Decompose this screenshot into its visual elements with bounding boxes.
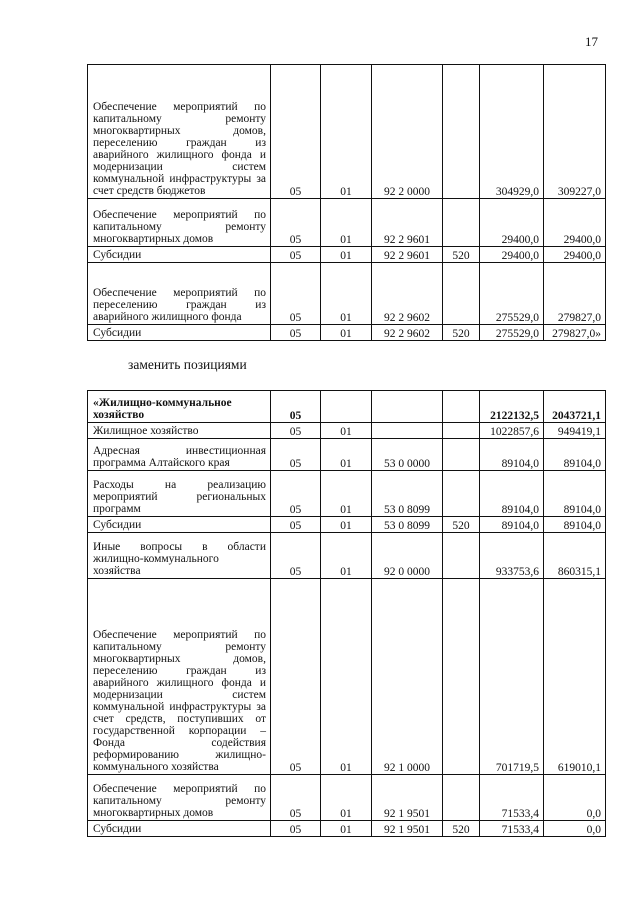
row-sum-2: 0,0 xyxy=(544,821,606,837)
row-name: Субсидии xyxy=(88,325,271,341)
table-row xyxy=(88,325,606,341)
table-row xyxy=(88,579,606,775)
row-pr: 01 xyxy=(321,439,372,471)
row-vr: 520 xyxy=(443,325,480,341)
row-pr xyxy=(321,391,372,423)
table-row xyxy=(88,775,606,821)
row-vr xyxy=(443,439,480,471)
table-row xyxy=(88,471,606,517)
row-sum-2: 949419,1 xyxy=(544,423,606,439)
row-sum-1: 71533,4 xyxy=(480,775,544,821)
row-csr: 53 0 0000 xyxy=(372,439,443,471)
table-row xyxy=(88,247,606,263)
row-csr: 92 2 9601 xyxy=(372,247,443,263)
replace-instruction: заменить позициями xyxy=(128,357,247,372)
row-pr: 01 xyxy=(321,263,372,325)
row-pr: 01 xyxy=(321,247,372,263)
row-vr: 520 xyxy=(443,517,480,533)
budget-table-new xyxy=(87,390,606,837)
row-rz: 05 xyxy=(271,65,321,199)
table-row xyxy=(88,199,606,247)
row-rz: 05 xyxy=(271,471,321,517)
row-sum-2: 860315,1 xyxy=(544,533,606,579)
row-pr: 01 xyxy=(321,471,372,517)
row-rz: 05 xyxy=(271,263,321,325)
page-number: 17 xyxy=(585,34,598,49)
table-row xyxy=(88,439,606,471)
row-sum-2: 89104,0 xyxy=(544,439,606,471)
row-name: Жилищное хозяйство xyxy=(88,423,271,439)
row-sum-1: 2122132,5 xyxy=(480,391,544,423)
row-rz: 05 xyxy=(271,533,321,579)
row-name: Субсидии xyxy=(88,517,271,533)
row-csr: 92 2 0000 xyxy=(372,65,443,199)
row-pr: 01 xyxy=(321,533,372,579)
row-sum-2: 619010,1 xyxy=(544,579,606,775)
row-pr: 01 xyxy=(321,325,372,341)
row-vr: 520 xyxy=(443,247,480,263)
row-sum-1: 89104,0 xyxy=(480,439,544,471)
row-sum-1: 29400,0 xyxy=(480,199,544,247)
row-rz: 05 xyxy=(271,439,321,471)
row-vr: 520 xyxy=(443,821,480,837)
row-vr xyxy=(443,263,480,325)
row-sum-1: 71533,4 xyxy=(480,821,544,837)
row-csr xyxy=(372,391,443,423)
row-csr: 53 0 8099 xyxy=(372,517,443,533)
row-sum-2: 89104,0 xyxy=(544,517,606,533)
row-sum-1: 275529,0 xyxy=(480,263,544,325)
row-sum-2: 29400,0 xyxy=(544,199,606,247)
row-name: Обеспечение мероприятий по капитальному ремонту многоквартирных домов xyxy=(88,199,271,247)
row-rz: 05 xyxy=(271,325,321,341)
budget-table-old xyxy=(87,64,606,341)
row-rz: 05 xyxy=(271,199,321,247)
row-rz: 05 xyxy=(271,423,321,439)
row-rz: 05 xyxy=(271,247,321,263)
row-sum-2: 2043721,1 xyxy=(544,391,606,423)
row-sum-2: 279827,0» xyxy=(544,325,606,341)
row-sum-1: 89104,0 xyxy=(480,471,544,517)
row-pr: 01 xyxy=(321,579,372,775)
table-row xyxy=(88,65,606,199)
row-vr xyxy=(443,775,480,821)
row-csr: 92 1 0000 xyxy=(372,579,443,775)
row-csr: 92 1 9501 xyxy=(372,821,443,837)
table-row xyxy=(88,533,606,579)
row-rz: 05 xyxy=(271,517,321,533)
row-name: Расходы на реализацию мероприятий региональных программ xyxy=(88,471,271,517)
row-sum-1: 89104,0 xyxy=(480,517,544,533)
row-sum-2: 309227,0 xyxy=(544,65,606,199)
table-row xyxy=(88,423,606,439)
row-sum-2: 29400,0 xyxy=(544,247,606,263)
row-pr: 01 xyxy=(321,199,372,247)
row-name: Обеспечение мероприятий по капитальному ремонту многоквартирных домов, переселению граждан из аварийного жилищного фонда и модернизации систем коммунальной инфраструктуры за счет средств бюджетов xyxy=(88,65,271,199)
row-vr xyxy=(443,533,480,579)
row-sum-1: 29400,0 xyxy=(480,247,544,263)
row-rz: 05 xyxy=(271,391,321,423)
row-pr: 01 xyxy=(321,423,372,439)
row-pr: 01 xyxy=(321,65,372,199)
row-vr xyxy=(443,471,480,517)
row-vr xyxy=(443,65,480,199)
table-row xyxy=(88,517,606,533)
row-sum-2: 0,0 xyxy=(544,775,606,821)
row-csr: 92 1 9501 xyxy=(372,775,443,821)
row-sum-1: 1022857,6 xyxy=(480,423,544,439)
row-name: Обеспечение мероприятий по переселению граждан из аварийного жилищного фонда xyxy=(88,263,271,325)
table-row xyxy=(88,391,606,423)
table-row xyxy=(88,821,606,837)
row-vr xyxy=(443,423,480,439)
row-pr: 01 xyxy=(321,821,372,837)
row-name: Иные вопросы в области жилищно-коммунального хозяйства xyxy=(88,533,271,579)
row-name: Субсидии xyxy=(88,247,271,263)
row-sum-1: 275529,0 xyxy=(480,325,544,341)
row-csr: 92 2 9601 xyxy=(372,199,443,247)
row-name: Обеспечение мероприятий по капитальному ремонту многоквартирных домов xyxy=(88,775,271,821)
row-csr xyxy=(372,423,443,439)
row-csr: 92 0 0000 xyxy=(372,533,443,579)
row-vr xyxy=(443,199,480,247)
row-csr: 92 2 9602 xyxy=(372,325,443,341)
row-sum-1: 701719,5 xyxy=(480,579,544,775)
row-csr: 92 2 9602 xyxy=(372,263,443,325)
row-sum-1: 933753,6 xyxy=(480,533,544,579)
row-rz: 05 xyxy=(271,821,321,837)
row-pr: 01 xyxy=(321,517,372,533)
row-name: «Жилищно-коммунальное хозяйство xyxy=(88,391,271,423)
row-rz: 05 xyxy=(271,579,321,775)
row-name: Адресная инвестиционная программа Алтайского края xyxy=(88,439,271,471)
row-rz: 05 xyxy=(271,775,321,821)
row-vr xyxy=(443,579,480,775)
row-name: Обеспечение мероприятий по капитальному ремонту многоквартирных домов, переселению граждан из аварийного жилищного фонда и модернизации систем коммунальной инфраструктуры за счет средств, поступивших от государственной корпорации – Фонда содействия реформированию жилищно-коммунального хозяйства xyxy=(88,579,271,775)
row-pr: 01 xyxy=(321,775,372,821)
row-csr: 53 0 8099 xyxy=(372,471,443,517)
row-vr xyxy=(443,391,480,423)
row-sum-2: 89104,0 xyxy=(544,471,606,517)
row-sum-1: 304929,0 xyxy=(480,65,544,199)
row-sum-2: 279827,0 xyxy=(544,263,606,325)
table-row xyxy=(88,263,606,325)
row-name: Субсидии xyxy=(88,821,271,837)
